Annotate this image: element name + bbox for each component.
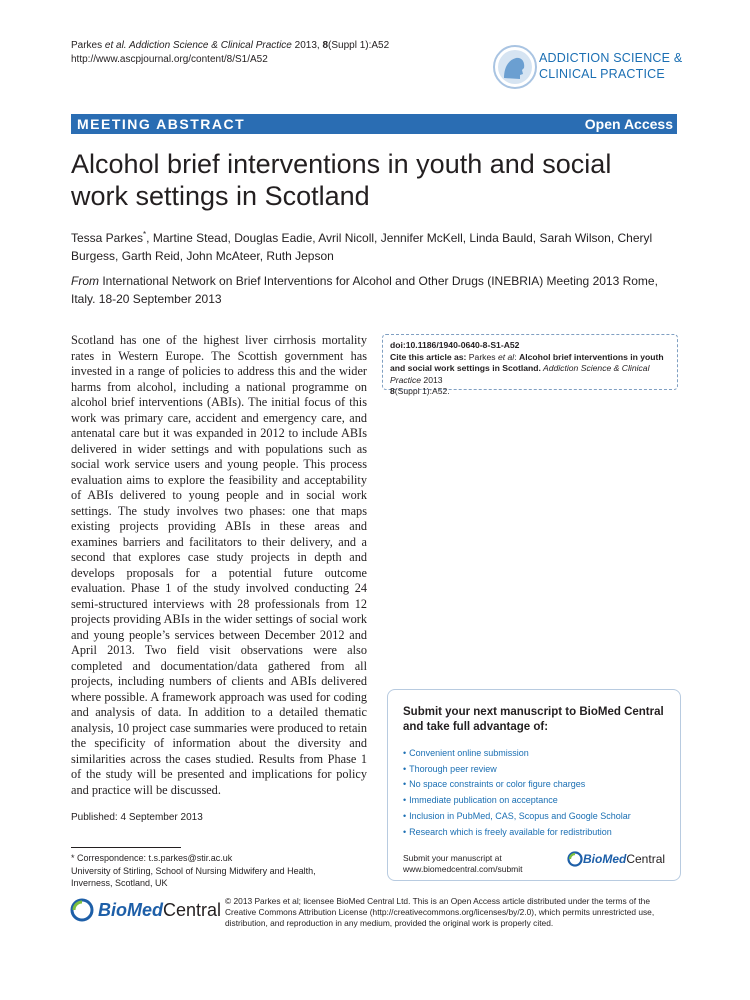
biomed-central-icon (567, 851, 583, 867)
author-list: Tessa Parkes*, Martine Stead, Douglas Eadie, Avril Nicoll, Jennifer McKell, Linda Bauld, Sarah Wilson, Cheryl Burgess, Garth Reid, John McAteer, Ruth Jepson (71, 230, 653, 263)
biomed-central-logo-small: BioMed Central (567, 851, 665, 867)
list-item: • No space constraints or color figure charges (403, 779, 586, 790)
doi-link[interactable]: doi:10.1186/1940-0640-8-S1-A52 (390, 340, 520, 350)
running-header-citation (71, 39, 389, 67)
abstract-body: Scotland has one of the highest liver cirrhosis mortality rates in Western Europe. The Scottish government has invested in a range of policies to address this and the wider harms from alcohol, including a national programme on alcohol brief interventions (ABIs). The initial focus of this work was primary care, accident and emergency care, and antenatal care but it was expanded in 2012 to include ABIs delivered in wider settings and with populations such as social work service users and young people. This process evaluation aims to explore the feasibility and acceptability of ABIs delivered to young people and in social work settings. The study involves two phases: one that maps existing projects providing ABIs in these areas and examines barriers and facilitators to their delivery, and a second that explores case study projects in depth and develops proposals for a potential future outcome evaluation. Phase 1 of the study involved conducting 24 semi-structured interviews with 28 professionals from 12 projects providing ABIs in the wider settings of social work and young people’s services between December 2012 and April 2013. Two field visit observations were also completed and documentation/data gathered from all projects, including numbers of clients and ABIs delivered where possible. A framework approach was used for coding and analysis of data. In addition to a detailed thematic analysis, 10 project case summaries were produced to retain the specificity of information about the diversity and similarities across the cases studied. Results from Phase 1 of the study will be presented and implications for policy and practice will be discussed. (71, 333, 367, 797)
citation-line-1: Parkes et al. Addiction Science & Clinical Practice 2013, 8(Suppl 1):A52 (71, 40, 390, 51)
journal-logo (492, 44, 682, 90)
article-type-banner (71, 114, 677, 134)
biomed-central-logo: BioMed Central (70, 898, 221, 922)
correspondence-note (71, 852, 331, 890)
list-item: • Thorough peer review (403, 763, 497, 774)
bullet-icon: • (403, 826, 407, 837)
bullet-icon: • (403, 779, 407, 790)
biomed-central-icon (70, 898, 94, 922)
submit-url-text: Submit your manuscript at www.biomedcentral.com/submit (403, 853, 523, 874)
submit-link[interactable]: www.biomedcentral.com/submit (403, 864, 523, 874)
correspondence-email[interactable]: * Correspondence: t.s.parkes@stir.ac.uk (71, 853, 233, 863)
journal-logo-icon (492, 44, 538, 90)
affiliation: University of Stirling, School of Nursing Midwifery and Health, Inverness, Scotland, UK (71, 865, 316, 888)
published-date: Published: 4 September 2013 (71, 812, 203, 823)
journal-name: ADDICTION SCIENCE & CLINICAL PRACTICE (539, 51, 683, 81)
bullet-icon: • (403, 748, 407, 758)
footnote-rule (71, 847, 181, 848)
article-title: Alcohol brief interventions in youth and social work settings in Scotland (71, 149, 612, 211)
bullet-icon: • (403, 810, 407, 821)
citation-box (382, 334, 678, 396)
meeting-source: From International Network on Brief Interventions for Alcohol and Other Drugs (INEBRIA) Meeting 2013 Rome, Italy. 18-20 September 2013 (71, 274, 658, 306)
bullet-icon: • (403, 763, 407, 774)
promo-benefits-list (403, 746, 631, 840)
cite-as-text: Cite this article as: Parkes et al: Alcohol brief interventions in youth and social work settings in Scotland. Addiction Science & Clinical Practice 2013 8(Suppl 1):A52. (390, 351, 664, 396)
article-type-label: MEETING ABSTRACT (77, 116, 246, 132)
bullet-icon: • (403, 795, 407, 806)
license-statement: © 2013 Parkes et al; licensee BioMed Central Ltd. This is an Open Access article distributed under the terms of the Creative Commons Attribution License (http://creativecommons.org/licenses/by/2.0), which permits unrestricted use, distribution, and reproduction in any medium, provided the original work is properly cited. (225, 896, 655, 928)
list-item: • Convenient online submission (403, 748, 529, 758)
article-url[interactable]: http://www.ascpjournal.org/content/8/S1/A52 (71, 54, 268, 65)
open-access-label: Open Access (584, 116, 673, 132)
list-item: • Inclusion in PubMed, CAS, Scopus and Google Scholar (403, 810, 631, 821)
list-item: • Research which is freely available for redistribution (403, 826, 612, 837)
corresponding-author-mark: * (143, 230, 147, 239)
promo-title: Submit your next manuscript to BioMed Central and take full advantage of: (403, 706, 664, 733)
list-item: • Immediate publication on acceptance (403, 795, 558, 806)
